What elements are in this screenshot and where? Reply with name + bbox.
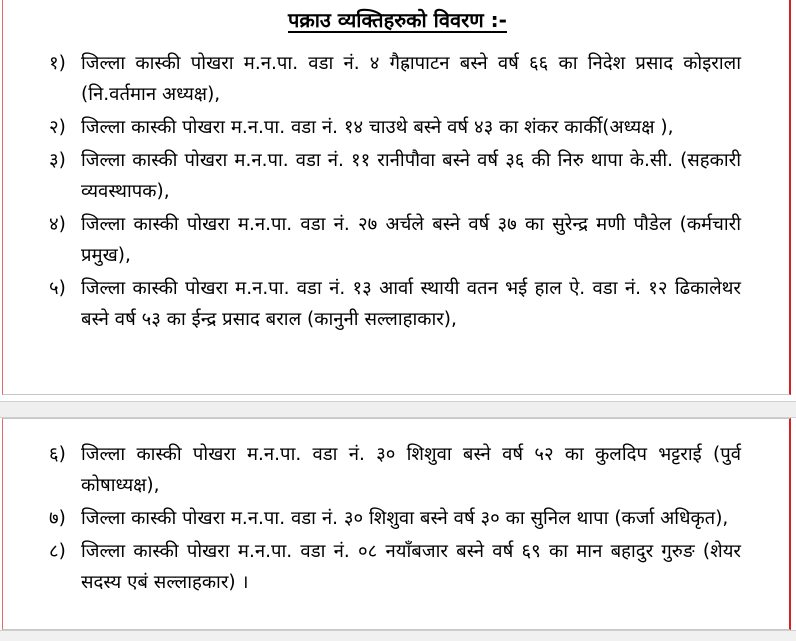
arrested-persons-list-bottom bbox=[49, 439, 741, 600]
item-number: ७) bbox=[49, 508, 66, 529]
item-number: १) bbox=[49, 53, 66, 74]
item-text: जिल्ला कास्की पोखरा म.न.पा. वडा नं. ३० शिशुवा बस्ने वर्ष ५२ का कुलदिप भट्टराई (पुर्व कोषाध्यक्ष), bbox=[81, 444, 741, 496]
item-number: ४) bbox=[49, 214, 66, 235]
item-text: जिल्ला कास्की पोखरा म.न.पा. वडा नं. २७ अर्चले बस्ने वर्ष ३७ का सुरेन्द्र मणी पौडेल (कर्मचारी प्रमुख), bbox=[81, 214, 741, 266]
item-text: जिल्ला कास्की पोखरा म.न.पा. वडा नं. ०८ नयाँबजार बस्ने वर्ष ६९ का मान बहादुर गुरुङ (शेयर सदस्य एबं सल्लाहकार) । bbox=[81, 541, 741, 593]
item-number: ६) bbox=[49, 444, 66, 465]
document-panel-bottom bbox=[2, 418, 791, 630]
list-item bbox=[49, 503, 741, 534]
item-number: ३) bbox=[49, 150, 66, 171]
item-text: जिल्ला कास्की पोखरा म.न.पा. वडा नं. ११ रानीपौवा बस्ने वर्ष ३६ की निरु थापा के.सी. (सहकारी व्यवस्थापक), bbox=[81, 150, 741, 202]
item-number: २) bbox=[49, 117, 66, 138]
item-number: ८) bbox=[49, 541, 66, 562]
list-item bbox=[49, 209, 741, 271]
document-panel-top bbox=[2, 0, 791, 395]
arrested-persons-list-top bbox=[49, 48, 741, 337]
list-item bbox=[49, 273, 741, 335]
item-text: जिल्ला कास्की पोखरा म.न.पा. वडा नं. ४ गैह्रापाटन बस्ने वर्ष ६६ का निदेश प्रसाद कोइराला (नि.वर्तमान अध्यक्ष), bbox=[81, 53, 741, 105]
page-separator bbox=[0, 401, 796, 418]
list-item bbox=[49, 439, 741, 501]
item-number: ५) bbox=[49, 278, 66, 299]
page-bottom-edge bbox=[0, 630, 796, 641]
item-text: जिल्ला कास्की पोखरा म.न.पा. वडा नं. १३ आर्वा स्थायी वतन भई हाल ऐ. वडा नं. १२ ढिकालेथर बस्ने वर्ष ५३ का ईन्द्र प्रसाद बराल (कानुनी सल्लाहाकार), bbox=[81, 278, 741, 330]
list-item bbox=[49, 112, 741, 143]
list-item bbox=[49, 48, 741, 110]
list-item bbox=[49, 536, 741, 598]
document-title: पक्राउ व्यक्तिहरुको विवरण :- bbox=[288, 8, 507, 32]
item-text: जिल्ला कास्की पोखरा म.न.पा. वडा नं. ३० शिशुवा बस्ने वर्ष ३० का सुनिल थापा (कर्जा अधिकृत), bbox=[81, 508, 729, 529]
list-item bbox=[49, 145, 741, 207]
item-text: जिल्ला कास्की पोखरा म.न.पा. वडा नं. १४ चाउथे बस्ने वर्ष ४३ का शंकर कार्की(अध्यक्ष ), bbox=[81, 117, 674, 138]
